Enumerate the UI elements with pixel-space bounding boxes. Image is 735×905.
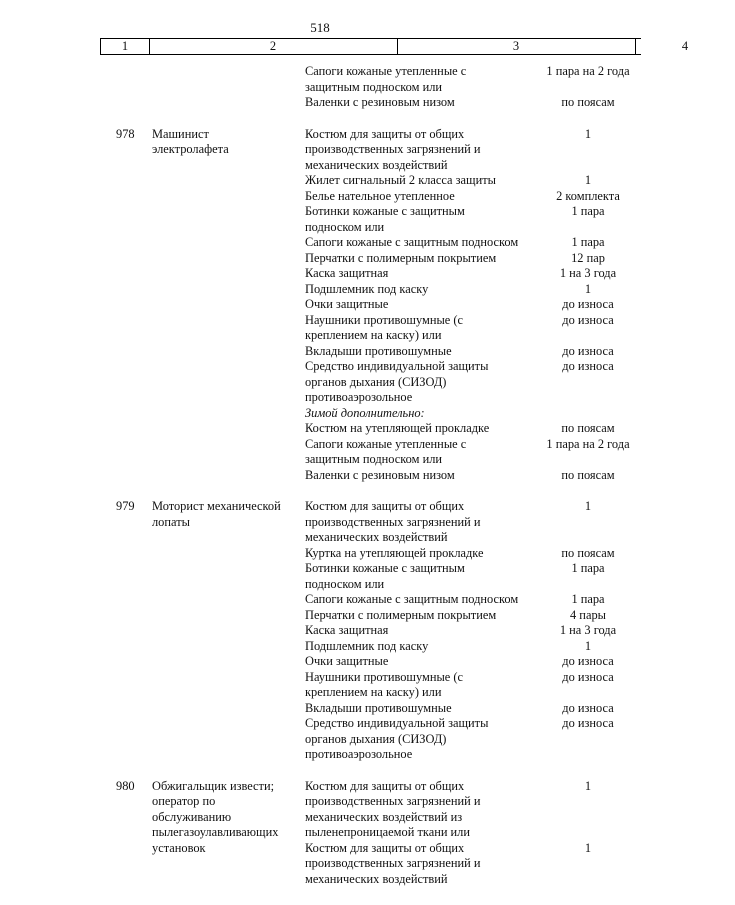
item-line: Сапоги кожаные утепленные с [305,436,467,451]
table-row [0,189,640,205]
item-quantity: до износа [562,716,614,730]
item-line: Наушники противошумные (с [305,669,464,684]
item-line: механических воздействий [305,530,448,544]
profession-line: установок [152,840,206,855]
equipment-item [305,313,530,344]
item-quantity: 1 пара [571,561,605,575]
header-col-2: 2 [149,39,398,54]
item-line: противоаэрозольное [305,747,413,761]
item-line: Куртка на утепляющей прокладке [305,545,484,560]
item-line: механических воздействий [305,871,448,886]
equipment-item [305,266,530,282]
item-line: Средство индивидуальной защиты [305,716,489,730]
item-line: Валенки с резиновым низом [305,95,455,109]
item-line: противоаэрозольное [305,390,413,404]
item-quantity: до износа [562,343,614,358]
equipment-item [305,623,530,639]
header-col-4: 4 [681,39,689,53]
profession-line: Моторист механической [152,499,281,513]
table-row [0,716,640,763]
table-row [0,623,640,639]
table-row [0,654,640,670]
table-row [0,235,640,251]
table-row [0,251,640,267]
item-line: производственных загрязнений и [305,142,481,156]
table-row [0,608,640,624]
profession-line: обслуживанию [152,809,232,824]
table-header [100,38,689,55]
item-quantity: 1 пара [571,204,605,218]
item-line: Наушники противошумные (с [305,312,464,327]
table-row [0,64,640,95]
item-quantity: до износа [562,297,614,311]
equipment-item [305,297,530,313]
equipment-item [305,779,530,841]
equipment-item [305,499,530,546]
table-row [0,406,640,422]
table-entry [0,64,640,111]
table-row [0,344,640,360]
item-line: Костюм для защиты от общих [305,778,465,793]
table-entry [0,127,640,484]
equipment-item [305,64,530,95]
table-row [0,421,640,437]
item-line: Белье нательное утепленное [305,188,455,203]
table-row [0,266,640,282]
equipment-item [305,701,530,717]
table-body [0,64,640,887]
item-line: Подшлемник под каску [305,638,429,653]
item-quantity: 1 пара на 2 года [546,64,630,78]
profession-line: лопаты [152,514,190,529]
table-row [0,297,640,313]
table-row [0,173,640,189]
item-quantity: 12 пар [571,250,605,265]
item-quantity: до износа [562,654,614,668]
equipment-item [305,546,530,562]
table-row [0,779,640,841]
equipment-item [305,561,530,592]
equipment-item [305,127,530,174]
table-row [0,204,640,235]
equipment-item [305,359,530,406]
item-line: Очки защитные [305,297,389,311]
equipment-item [305,251,530,267]
profession-line: Обжигальщик извести; [152,778,275,793]
item-quantity: 1 пара [571,592,605,606]
item-quantity: до износа [562,700,614,715]
item-line: производственных загрязнений и [305,856,481,870]
table-row [0,701,640,717]
equipment-item [305,437,530,468]
item-quantity: 1 на 3 года [559,623,617,637]
item-quantity: 1 [584,840,592,855]
item-line: подноском или [305,576,385,591]
equipment-item [305,173,530,189]
item-quantity: 1 [584,499,592,513]
item-line: Перчатки с полимерным покрытием [305,607,497,622]
equipment-item [305,344,530,360]
item-line: Валенки с резиновым низом [305,467,455,482]
table-entry [0,779,640,888]
item-line: производственных загрязнений и [305,794,481,808]
item-quantity: 2 комплекта [556,188,620,203]
item-quantity: по поясам [561,95,615,109]
table-row [0,313,640,344]
table-row [0,468,640,484]
item-line: механических воздействий из [305,809,463,824]
item-quantity: 4 пары [570,607,606,622]
item-line: органов дыхания (СИЗОД) [305,731,447,746]
item-line: Ботинки кожаные с защитным [305,561,465,575]
table-row [0,841,640,888]
profession-line: электролафета [152,142,229,156]
item-line: Костюм на утепляющей прокладке [305,421,490,435]
entry-number: 978 [116,126,135,141]
equipment-item [305,654,530,670]
item-quantity: 1 на 3 года [559,266,617,280]
item-line: Костюм для защиты от общих [305,840,465,855]
table-row [0,359,640,406]
equipment-item [305,670,530,701]
item-line: производственных загрязнений и [305,514,481,529]
table-row [0,95,640,111]
item-line: Каска защитная [305,266,389,280]
item-quantity: 1 [584,173,592,187]
item-line: подноском или [305,219,385,234]
item-line: Костюм для защиты от общих [305,126,465,141]
item-line: Сапоги кожаные с защитным подноском [305,235,519,249]
item-line: креплением на каску) или [305,685,442,699]
item-line: Вкладыши противошумные [305,700,452,715]
item-line: Зимой дополнительно: [305,405,425,420]
section-note [305,406,530,422]
entry-number: 979 [116,499,135,513]
item-quantity: по поясам [561,421,615,435]
page-number: 518 [310,20,330,35]
item-line: Жилет сигнальный 2 класса защиты [305,173,496,187]
item-quantity: 1 [584,638,592,653]
equipment-item [305,468,530,484]
table-row [0,561,640,592]
equipment-item [305,282,530,298]
item-line: Очки защитные [305,654,389,668]
equipment-item [305,235,530,251]
item-quantity: до износа [562,312,614,327]
item-line: креплением на каску) или [305,328,442,342]
item-line: защитным подноском или [305,452,443,466]
item-quantity: по поясам [561,545,615,560]
entry-number: 980 [116,778,135,793]
item-line: механических воздействий [305,157,448,172]
item-line: Сапоги кожаные утепленные с [305,64,467,78]
profession-line: оператор по [152,794,216,808]
item-line: Средство индивидуальной защиты [305,359,489,373]
table-row [0,670,640,701]
table-row [0,546,640,562]
item-quantity: до износа [562,359,614,373]
item-quantity: 1 пара на 2 года [546,436,630,451]
item-line: Сапоги кожаные с защитным подноском [305,592,519,606]
profession-line: пылегазоулавливающих [152,825,279,839]
item-quantity: 1 [584,126,592,141]
item-line: пыленепроницаемой ткани или [305,825,470,839]
table-row [0,639,640,655]
equipment-item [305,841,530,888]
header-col-1: 1 [101,39,150,54]
item-quantity: по поясам [561,467,615,482]
equipment-item [305,716,530,763]
item-quantity: 1 пара [571,235,605,249]
table-row [0,499,640,546]
item-line: защитным подноском или [305,79,443,94]
item-quantity: до износа [562,669,614,684]
equipment-item [305,95,530,111]
equipment-item [305,639,530,655]
table-row [0,127,640,174]
equipment-item [305,189,530,205]
equipment-item [305,421,530,437]
item-line: Ботинки кожаные с защитным [305,204,465,218]
item-quantity: 1 [584,778,592,793]
profession-line: Машинист [152,126,209,141]
equipment-item [305,204,530,235]
table-row [0,592,640,608]
table-entry [0,499,640,763]
item-line: Перчатки с полимерным покрытием [305,250,497,265]
item-line: Каска защитная [305,623,389,637]
item-line: органов дыхания (СИЗОД) [305,374,447,389]
item-line: Костюм для защиты от общих [305,499,465,513]
equipment-item [305,608,530,624]
table-row [0,437,640,468]
item-quantity: 1 [584,281,592,296]
table-row [0,282,640,298]
header-col-3: 3 [397,39,636,54]
item-line: Подшлемник под каску [305,281,429,296]
equipment-item [305,592,530,608]
item-line: Вкладыши противошумные [305,343,452,358]
